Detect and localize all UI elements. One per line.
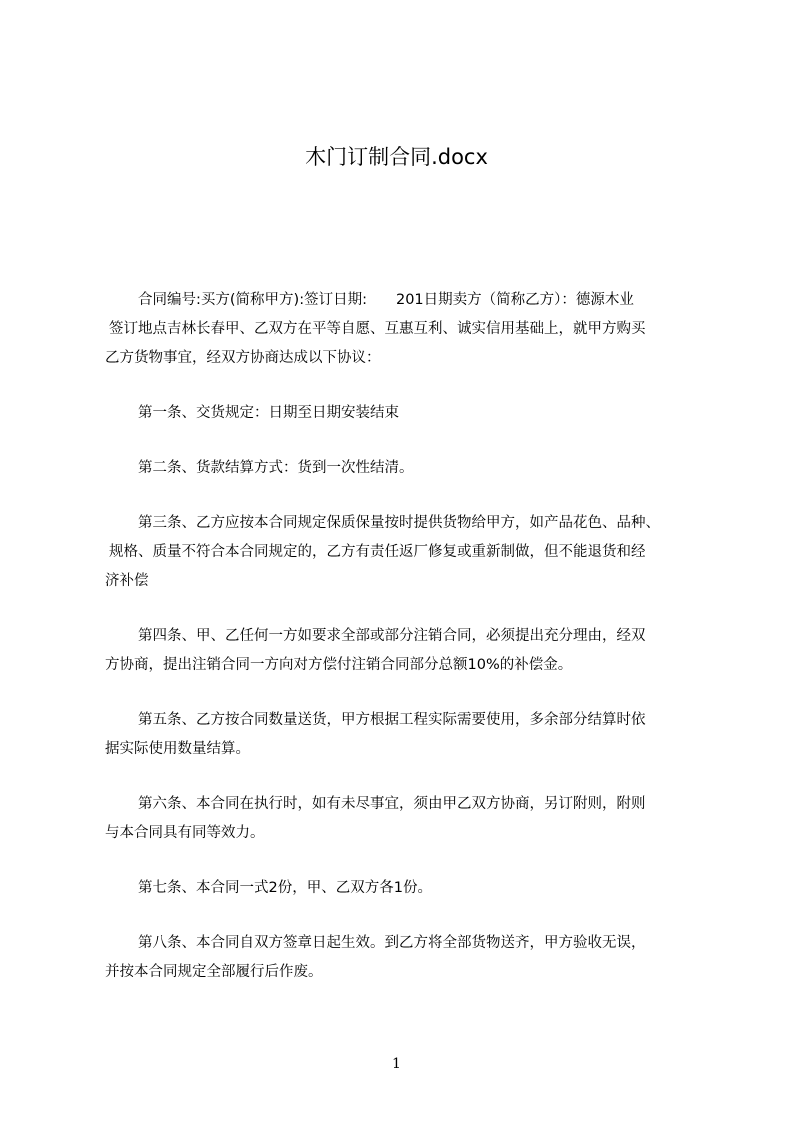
paragraph-line: 签订地点吉林长春甲、乙双方在平等自愿、互惠互利、诚实信用基础上，就甲方购买 bbox=[109, 321, 646, 337]
paragraph-line: 第五条、乙方按合同数量送货，甲方根据工程实际需要使用，多余部分结算时依 bbox=[138, 712, 646, 728]
paragraph-line: 与本合同具有同等效力。 bbox=[105, 825, 265, 841]
paragraph-line: 第三条、乙方应按本合同规定保质保量按时提供货物给甲方，如产品花色、品种、 bbox=[138, 515, 660, 531]
clause-4 bbox=[105, 622, 705, 680]
paragraph-line: 第七条、本合同一式2份，甲、乙双方各1份。 bbox=[138, 880, 432, 896]
paragraph-line: 合同编号:买方(简称甲方):签订日期: 201日期卖方（简称乙方）：德源木业 bbox=[138, 292, 634, 308]
clause-1 bbox=[105, 399, 705, 428]
document-title: 木门订制合同.docx bbox=[305, 145, 488, 169]
clause-2 bbox=[105, 454, 705, 483]
page-number: 1 bbox=[392, 1056, 401, 1072]
paragraph-line: 第八条、本合同自双方签章日起生效。到乙方将全部货物送齐，甲方验收无误， bbox=[138, 935, 646, 951]
paragraph-line: 第四条、甲、乙任何一方如要求全部或部分注销合同，必须提出充分理由，经双 bbox=[138, 628, 646, 644]
clause-7 bbox=[105, 874, 705, 903]
paragraph-line: 方协商，提出注销合同一方向对方偿付注销合同部分总额10%的补偿金。 bbox=[105, 657, 573, 673]
paragraph-line: 并按本合同规定全部履行后作废。 bbox=[105, 964, 323, 980]
clause-8 bbox=[105, 929, 705, 987]
paragraph-preamble bbox=[105, 286, 705, 373]
paragraph-line: 第六条、本合同在执行时，如有未尽事宜，须由甲乙双方协商，另订附则，附则 bbox=[138, 796, 646, 812]
clause-6 bbox=[105, 790, 705, 848]
paragraph-line: 济补偿 bbox=[105, 573, 149, 589]
clause-3 bbox=[105, 509, 705, 596]
paragraph-line: 第二条、货款结算方式：货到一次性结清。 bbox=[138, 460, 414, 476]
paragraph-line: 乙方货物事宜，经双方协商达成以下协议： bbox=[105, 350, 381, 366]
paragraph-line: 据实际使用数量结算。 bbox=[105, 741, 250, 757]
clause-5 bbox=[105, 706, 705, 764]
document-body bbox=[105, 286, 705, 987]
paragraph-line: 规格、质量不符合本合同规定的，乙方有责任返厂修复或重新制做，但不能退货和经 bbox=[109, 544, 646, 560]
paragraph-line: 第一条、交货规定：日期至日期安装结束 bbox=[138, 405, 399, 421]
